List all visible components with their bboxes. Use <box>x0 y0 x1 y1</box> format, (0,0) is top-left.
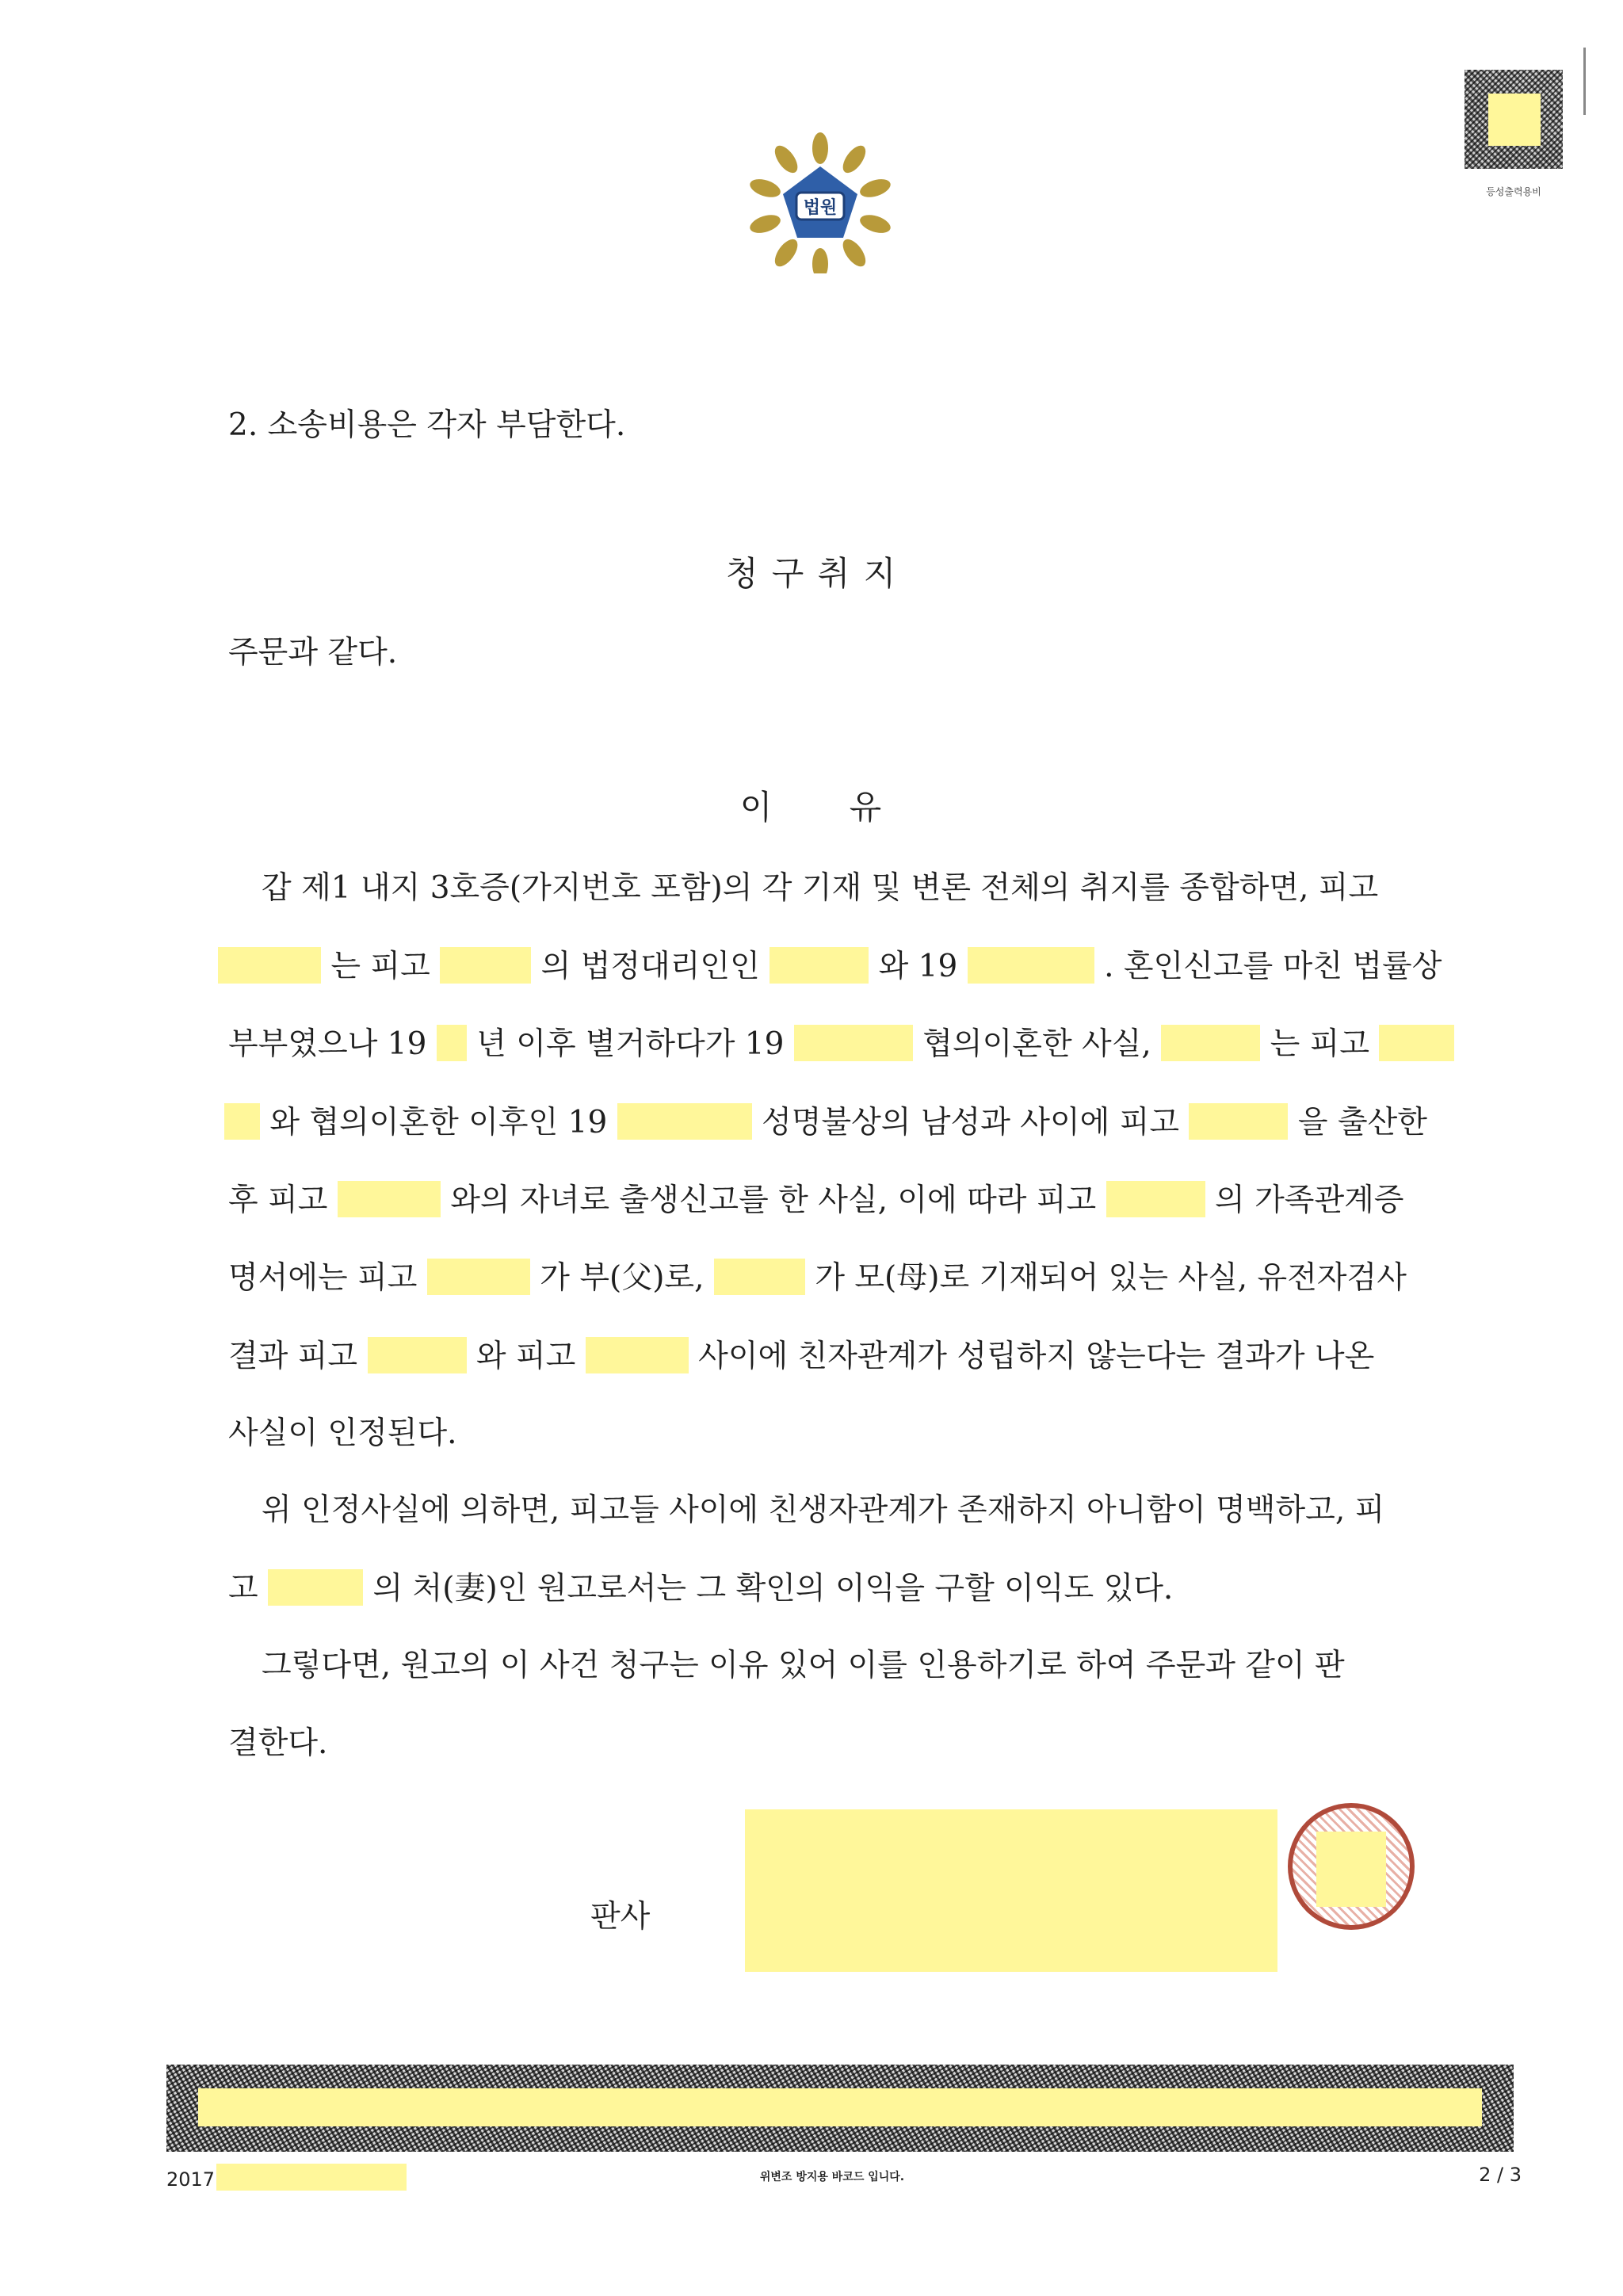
case-number <box>166 2164 407 2191</box>
court-emblem <box>749 131 892 273</box>
qr-caption: 등성출력용비 <box>1486 186 1541 197</box>
p1-line5 <box>228 1181 1623 1220</box>
p3-line2: 결한다. <box>228 1725 328 1761</box>
emblem-text: 법원 <box>803 198 838 218</box>
text-segment: 결과 피고 <box>228 1339 368 1374</box>
redaction <box>198 2088 1482 2126</box>
redaction <box>586 1337 689 1373</box>
text-segment: 명서에는 피고 <box>228 1260 427 1296</box>
text-segment: 고 <box>228 1571 269 1606</box>
judge-name-redaction <box>745 1809 1277 1972</box>
text-segment: 후 피고 <box>228 1182 338 1218</box>
redaction <box>1161 1025 1260 1061</box>
text-segment: 사실이 인정된다. <box>228 1415 457 1451</box>
redaction <box>218 947 321 984</box>
text-segment: 가 모(母)로 기재되어 있는 사실, 유전자검사 <box>815 1260 1407 1296</box>
text-segment: 의 법정대리인인 <box>540 949 770 984</box>
text-segment: 와의 자녀로 출생신고를 한 사실, 이에 따라 피고 <box>450 1182 1106 1218</box>
text-segment: 의 가족관계증 <box>1215 1182 1404 1218</box>
claim-heading: 청 구 취 지 <box>725 554 898 593</box>
text-segment: 협의이혼한 사실, <box>922 1026 1162 1062</box>
text-segment: 의 처(妻)인 원고로서는 그 확인의 이익을 구할 이익도 있다. <box>372 1571 1174 1606</box>
p1-line3 <box>228 1025 1623 1064</box>
page-number: 2 / 3 <box>1479 2164 1522 2186</box>
redaction <box>769 947 869 984</box>
p1-line4 <box>224 1103 1623 1142</box>
redaction <box>968 947 1094 984</box>
text-segment: 년 이후 별거하다가 19 <box>476 1026 785 1062</box>
p1-line2 <box>218 947 1623 986</box>
text-segment: 부부였으나 19 <box>228 1026 427 1062</box>
redaction <box>440 947 531 984</box>
qr-code <box>1465 70 1563 169</box>
p1-line1 <box>262 869 1623 907</box>
text-segment: 갑 제1 내지 3호증(가지번호 포함)의 각 기재 및 변론 전체의 취지를 종합하면, 피고 <box>262 870 1379 906</box>
claim-text: 주문과 같다. <box>228 635 398 670</box>
redaction <box>224 1103 260 1140</box>
text-segment: 성명불상의 남성과 사이에 피고 <box>762 1105 1190 1140</box>
redaction <box>268 1569 363 1606</box>
redaction <box>427 1259 530 1295</box>
text-segment: 와 19 <box>878 949 958 984</box>
redaction <box>338 1181 441 1217</box>
text-segment: 는 피고 <box>1270 1026 1380 1062</box>
case-prefix: 2017 <box>166 2168 216 2191</box>
barcode-caption: 위변조 방지용 바코드 입니다. <box>759 2171 905 2183</box>
text-segment: 사이에 친자관계가 성립하지 않는다는 결과가 나온 <box>698 1339 1375 1374</box>
text-segment: 와 협의이혼한 이후인 19 <box>269 1105 608 1140</box>
redaction <box>216 2164 407 2191</box>
redaction <box>1189 1103 1288 1140</box>
p1-line6 <box>228 1259 1623 1297</box>
redaction <box>1488 94 1541 146</box>
judge-seal <box>1288 1803 1415 1930</box>
redaction <box>617 1103 752 1140</box>
text-segment: . 혼인신고를 마친 법률상 <box>1104 949 1442 984</box>
reason-heading: 이 유 <box>739 788 884 827</box>
anti-forgery-barcode <box>166 2065 1514 2152</box>
p1-line7 <box>228 1337 1623 1376</box>
redaction <box>794 1025 913 1061</box>
redaction <box>1316 1832 1386 1907</box>
p3-line1: 그렇다면, 원고의 이 사건 청구는 이유 있어 이를 인용하기로 하여 주문과 같이 판 <box>262 1648 1345 1683</box>
edge-mark <box>1583 48 1586 115</box>
text-segment: 는 피고 <box>330 949 441 984</box>
redaction <box>368 1337 467 1373</box>
text-segment: 가 부(父)로, <box>540 1260 714 1296</box>
p2-line1: 위 인정사실에 의하면, 피고들 사이에 친생자관계가 존재하지 아니함이 명백하고, 피 <box>262 1492 1385 1528</box>
redaction <box>1379 1025 1454 1061</box>
order-item-2: 2. 소송비용은 각자 부담한다. <box>228 407 626 443</box>
text-segment: 을 출산한 <box>1297 1105 1427 1140</box>
judge-label: 판사 <box>590 1899 651 1935</box>
redaction <box>1106 1181 1205 1217</box>
p2-line2 <box>228 1569 1623 1608</box>
redaction <box>437 1025 467 1061</box>
p1-line8 <box>228 1415 1623 1453</box>
redaction <box>714 1259 805 1295</box>
text-segment: 와 피고 <box>475 1339 586 1374</box>
